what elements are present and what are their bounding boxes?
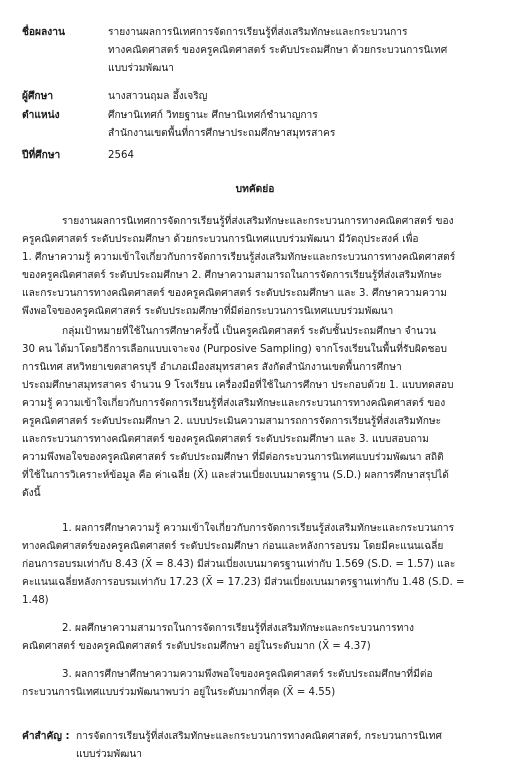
result-line: 3. ผลการศึกษาศึกษาความความพึงพอใจของครูคณิตศาสตร์ ระดับประถมศึกษาที่มีต่อ (62, 669, 433, 680)
abstract-line: และกระบวนการทางคณิตศาสตร์ ของครูคณิตศาสตร์ ระดับประถมศึกษา และ 3. แบบสอบถาม (22, 434, 429, 445)
abstract-line: ความพึงพอใจของครูคณิตศาสตร์ ระดับประถมศึกษา ที่มีต่อกระบวนการนิเทศแบบร่วมพัฒนา สถิติ (22, 452, 444, 463)
abstract-line: และกระบวนการทางคณิตศาสตร์ ของครูคณิตศาสตร์ ระดับประถมศึกษา และ 3. ศึกษาความความ (22, 288, 448, 299)
result-line: กระบวนการนิเทศแบบร่วมพัฒนาพบว่า อยู่ในระดับมากที่สุด (X̄ = 4.55) (22, 687, 336, 698)
title-line-3: แบบร่วมพัฒนา (108, 63, 175, 74)
keywords-label: คำสำคัญ : (22, 731, 70, 742)
year-value: 2564 (108, 150, 134, 161)
abstract-line: ครูคณิตศาสตร์ ระดับประถมศึกษา ด้วยกระบวนการนิเทศแบบร่วมพัฒนา มีวัตถุประสงค์ เพื่อ (22, 234, 419, 245)
position-line-2: สำนักงานเขตพื้นที่การศึกษาประถมศึกษาสมุทรสาคร (108, 128, 336, 139)
result-line: 2. ผลศึกษาความสามารถในการจัดการเรียนรู้ที่ส่งเสริมทักษะและกระบวนการทาง (62, 623, 415, 634)
keywords-line-1: การจัดการเรียนรู้ที่ส่งเสริมทักษะและกระบวนการทางคณิตศาสตร์, กระบวนการนิเทศ (76, 731, 442, 742)
abstract-line: ที่ใช้ในการวิเคราะห์ข้อมูล คือ ค่าเฉลี่ย (X̄) และส่วนเบี่ยงเบนมาตรฐาน (S.D.) ผลการศึกษาสรุปได้ (22, 470, 449, 481)
title-line-2: ทางคณิตศาสตร์ ของครูคณิตศาสตร์ ระดับประถมศึกษา ด้วยกระบวนการนิเทศ (108, 45, 448, 56)
position-label: ตำแหน่ง (22, 110, 60, 121)
abstract-line: การนิเทศ สหวิทยาเขตสาครบุรี อำเภอเมืองสมุทรสาคร สังกัดสำนักงานเขตพื้นการศึกษา (22, 362, 402, 373)
researcher-name: นางสาวนฤมล อึ้งเจริญ (108, 91, 208, 102)
title-label: ชื่อผลงาน (22, 27, 65, 38)
abstract-line: รายงานผลการนิเทศการจัดการเรียนรู้ที่ส่งเสริมทักษะและกระบวนการทางคณิตศาสตร์ ของ (62, 216, 454, 227)
abstract-line: ของครูคณิตศาสตร์ ระดับประถมศึกษา 2. ศึกษาความสามารถในการจัดการเรียนรู้ที่ส่งเสริมทักษะ (22, 270, 443, 281)
result-line: 1.48) (22, 595, 49, 606)
result-line: 1. ผลการศึกษาความรู้ ความเข้าใจเกี่ยวกับการจัดการเรียนรู้ส่งเสริมทักษะและกระบวนการ (62, 523, 455, 534)
abstract-line: กลุ่มเป้าหมายที่ใช้ในการศึกษาครั้งนี้ เป็นครูคณิตศาสตร์ ระดับชั้นประถมศึกษา จำนวน (62, 326, 437, 337)
abstract-line: ครูคณิตศาสตร์ ระดับประถมศึกษา 2. แบบประเมินความสามารถการจัดการเรียนรู้ที่ส่งเสริมทักษะ (22, 416, 442, 427)
abstract-line: 30 คน ได้มาโดยวิธีการเลือกแบบเจาะจง (Purposive Sampling) จากโรงเรียนในพื้นที่รับผิดชอบ (22, 344, 447, 355)
result-line: ก่อนการอบรมเท่ากับ 8.43 (X̄ = 8.43) มีส่วนเบี่ยงเบนมาตรฐานเท่ากับ 1.569 (S.D. = 1.57) และ (22, 559, 456, 570)
result-line: คะแนนเฉลี่ยหลังการอบรมเท่ากับ 17.23 (X̄ = 17.23) มีส่วนเบี่ยงเบนมาตรฐานเท่ากับ 1.48 (S.D. = (22, 577, 465, 588)
abstract-line: พึงพอใจของครูคณิตศาสตร์ ระดับประถมศึกษาที่มีต่อกระบวนการนิเทศแบบร่วมพัฒนา (22, 306, 394, 317)
keywords-line-2: แบบร่วมพัฒนา (76, 749, 143, 760)
researcher-label: ผู้ศึกษา (22, 91, 54, 102)
abstract-heading: บทคัดย่อ (235, 184, 275, 195)
abstract-line: 1. ศึกษาความรู้ ความเข้าใจเกี่ยวกับการจัดการเรียนรู้ส่งเสริมทักษะและกระบวนการทางคณิตศาสตร์ (22, 252, 456, 263)
abstract-line: ดังนี้ (22, 488, 41, 499)
abstract-line: ความรู้ ความเข้าใจเกี่ยวกับการจัดการเรียนรู้ที่ส่งเสริมทักษะและกระบวนการทางคณิตศาสตร์ ของ (22, 398, 446, 409)
title-line-1: รายงานผลการนิเทศการจัดการเรียนรู้ที่ส่งเสริมทักษะและกระบวนการ (108, 27, 408, 38)
position-line-1: ศึกษานิเทศก์ วิทยฐานะ ศึกษานิเทศก์ชำนาญการ (108, 110, 318, 121)
result-line: ทางคณิตศาสตร์ของครูคณิตศาสตร์ ระดับประถมศึกษา ก่อนและหลังการอบรม โดยมีคะแนนเฉลี่ย (22, 541, 444, 552)
year-label: ปีที่ศึกษา (22, 150, 61, 161)
result-line: คณิตศาสตร์ ของครูคณิตศาสตร์ ระดับประถมศึกษา อยู่ในระดับมาก (X̄ = 4.37) (22, 641, 371, 652)
abstract-line: ประถมศึกษาสมุทรสาคร จำนวน 9 โรงเรียน เครื่องมือที่ใช้ในการศึกษา ประกอบด้วย 1. แบบทดสอบ (22, 380, 454, 391)
